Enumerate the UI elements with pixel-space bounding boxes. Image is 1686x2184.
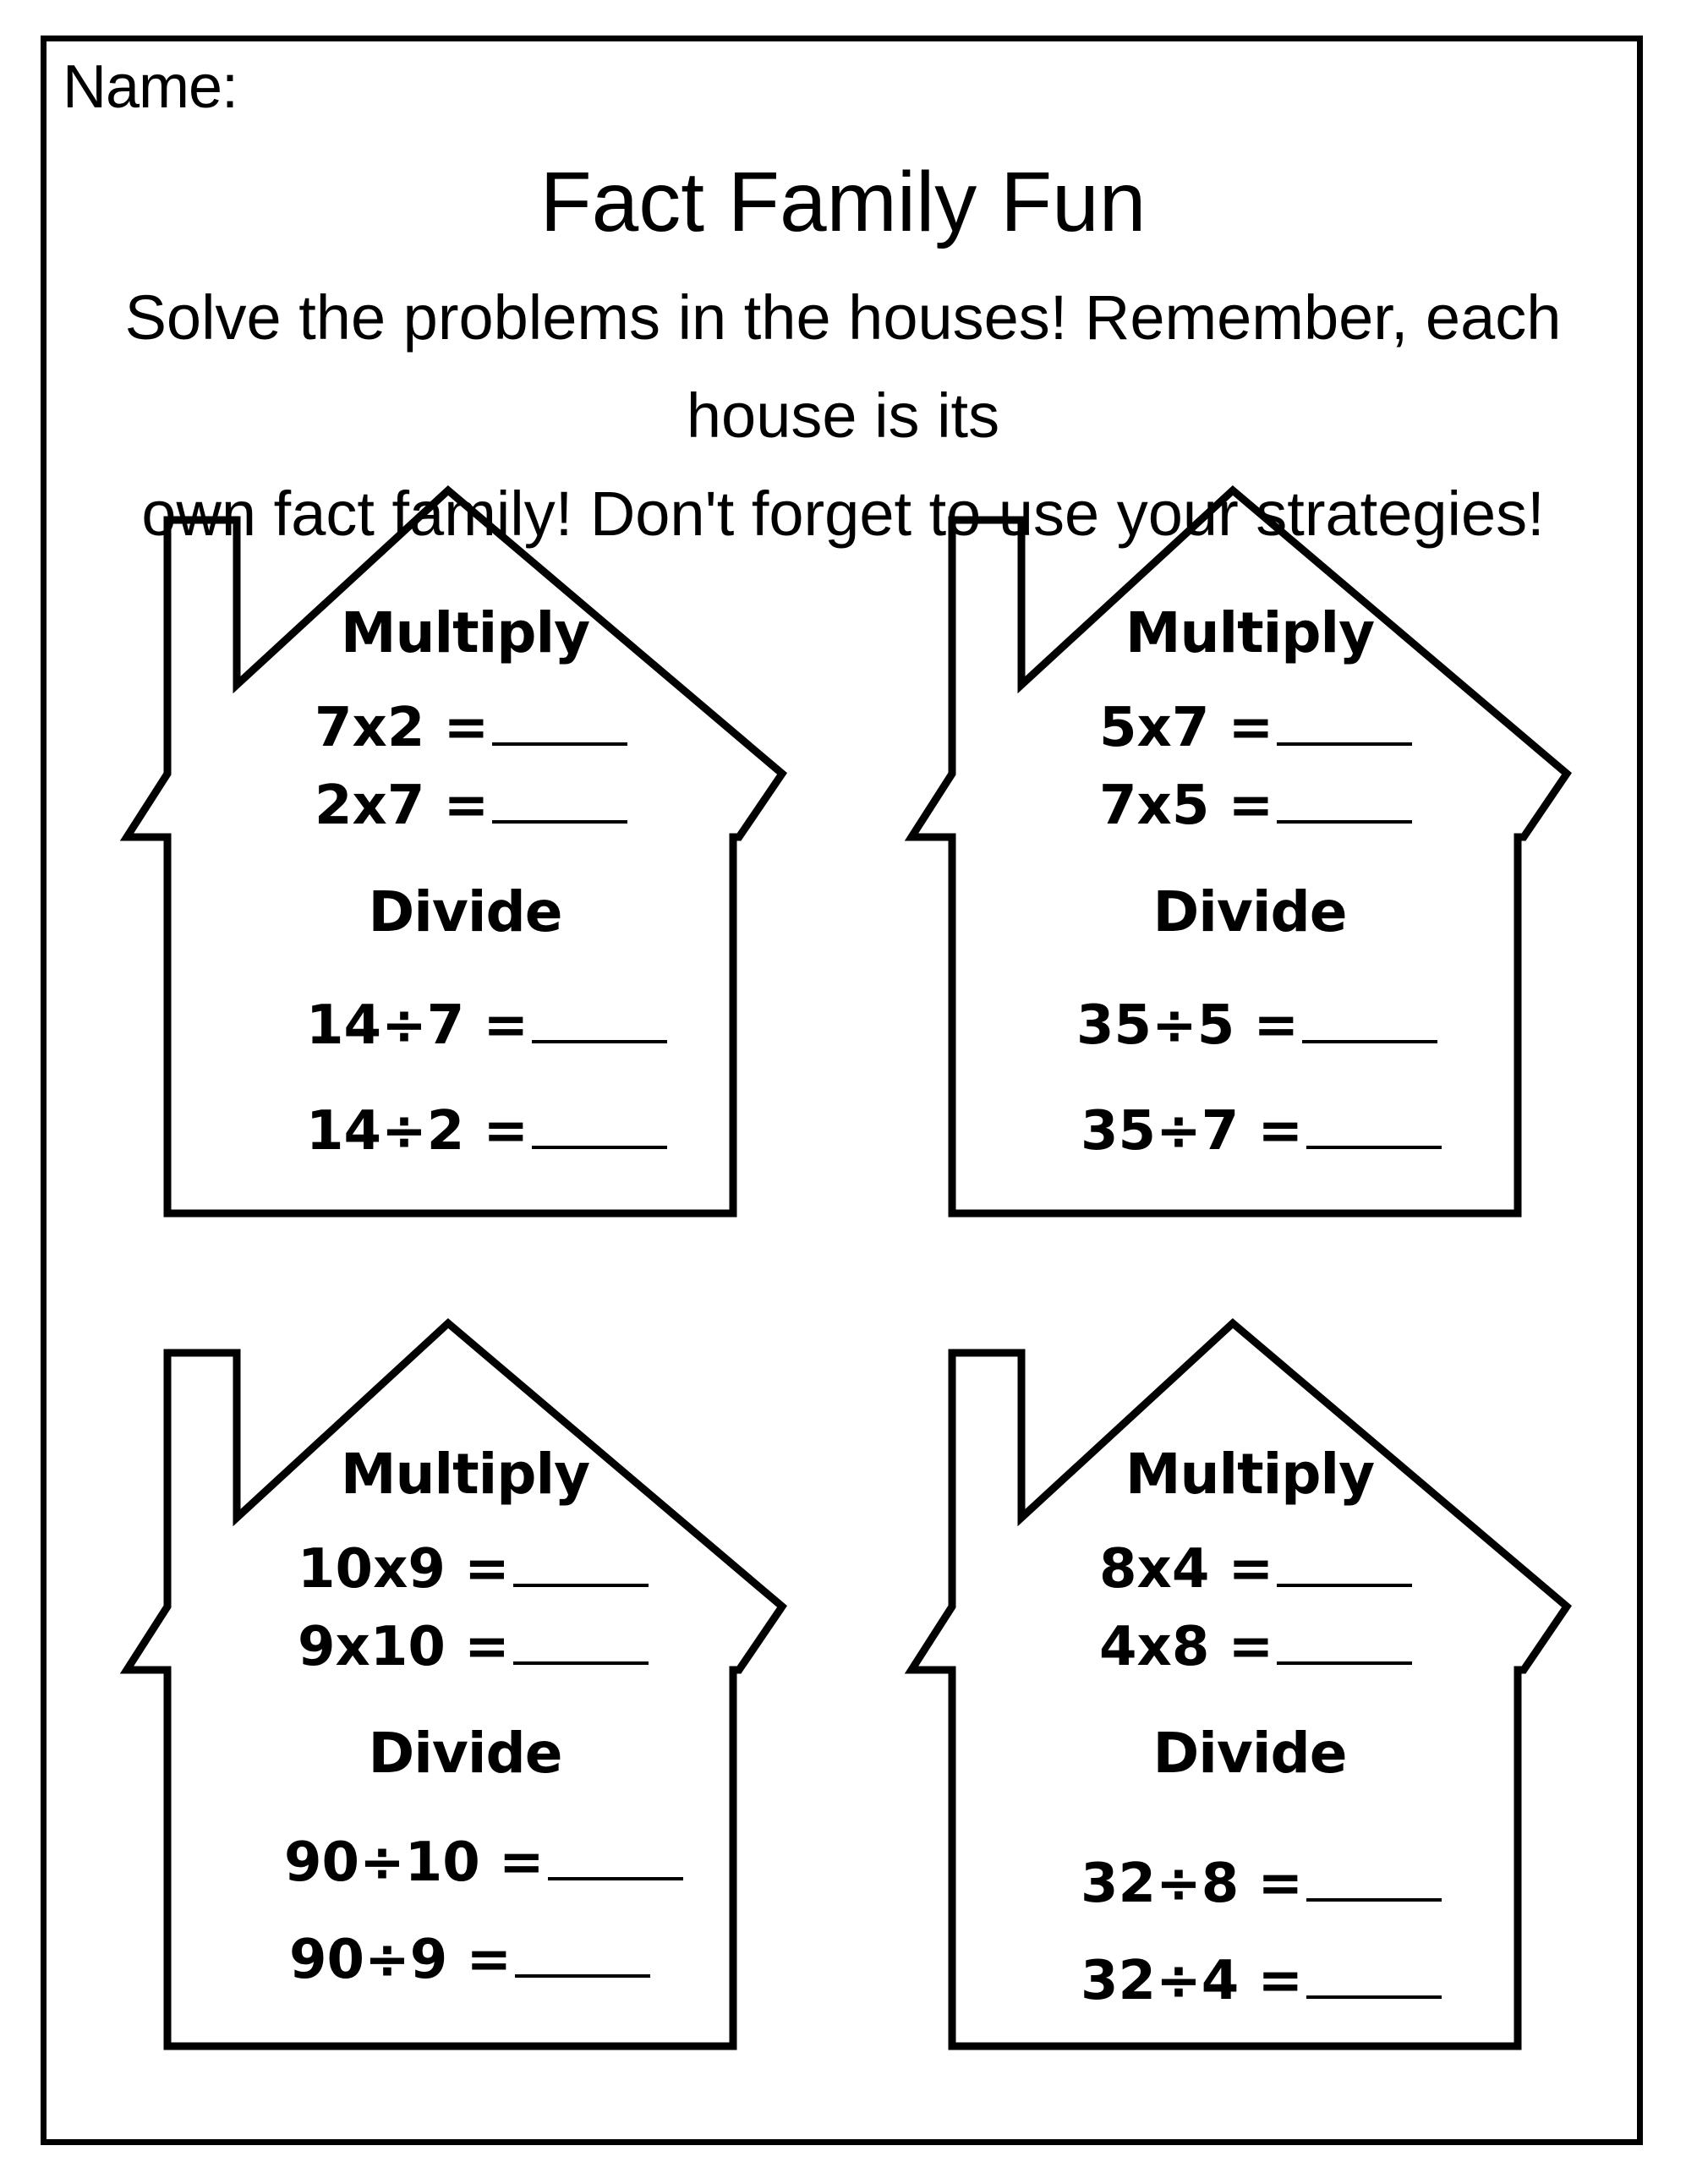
multiply-problem-1 xyxy=(1099,692,1412,759)
problem-text: 14÷2 = xyxy=(306,1100,529,1163)
house-2 xyxy=(903,482,1596,1226)
problem-text: 14÷7 = xyxy=(306,994,529,1057)
multiply-label: Multiply xyxy=(340,600,590,665)
multiply-label: Multiply xyxy=(340,1442,590,1507)
divide-problem-2 xyxy=(1081,1945,1442,2012)
problem-text: 32÷4 = xyxy=(1081,1950,1304,2012)
problem-text: 2x7 = xyxy=(315,775,490,837)
multiply-problem-2 xyxy=(315,769,627,837)
worksheet-title: Fact Family Fun xyxy=(539,155,1147,249)
multiply-label: Multiply xyxy=(1125,1442,1375,1507)
problem-text: 7x5 = xyxy=(1099,775,1274,837)
problem-text: 90÷9 = xyxy=(289,1929,512,1991)
problem-text: 35÷5 = xyxy=(1076,994,1300,1057)
divide-problem-1 xyxy=(1081,1847,1442,1915)
answer-blank[interactable] xyxy=(1277,692,1412,746)
divide-problem-2 xyxy=(289,1924,650,1991)
answer-blank[interactable] xyxy=(1277,1611,1412,1665)
answer-blank[interactable] xyxy=(492,769,627,824)
problem-text: 90÷10 = xyxy=(284,1831,545,1894)
multiply-problem-1 xyxy=(315,692,627,759)
divide-problem-1 xyxy=(306,989,667,1057)
answer-blank[interactable] xyxy=(532,989,667,1043)
problem-text: 5x7 = xyxy=(1099,697,1274,759)
multiply-problem-2 xyxy=(298,1611,649,1678)
answer-blank[interactable] xyxy=(1306,1847,1442,1902)
instructions-line-2: own fact family! Don't forget to use your strategies! xyxy=(141,479,1545,549)
answer-blank[interactable] xyxy=(1277,1533,1412,1587)
answer-blank[interactable] xyxy=(515,1924,650,1978)
multiply-problem-2 xyxy=(1099,1611,1412,1678)
answer-blank[interactable] xyxy=(532,1095,667,1149)
problem-text: 8x4 = xyxy=(1099,1538,1274,1601)
answer-blank[interactable] xyxy=(1306,1095,1442,1149)
problem-text: 7x2 = xyxy=(315,697,490,759)
divide-label: Divide xyxy=(368,1721,562,1786)
problem-text: 9x10 = xyxy=(298,1616,510,1678)
problem-text: 10x9 = xyxy=(298,1538,510,1601)
divide-label: Divide xyxy=(1152,879,1347,944)
instructions-line-1: Solve the problems in the houses! Remember, each house is its xyxy=(124,282,1562,451)
answer-blank[interactable] xyxy=(492,692,627,746)
problem-text: 4x8 = xyxy=(1099,1616,1274,1678)
divide-problem-2 xyxy=(306,1095,667,1163)
divide-problem-1 xyxy=(284,1826,683,1894)
divide-problem-2 xyxy=(1081,1095,1442,1163)
divide-problem-1 xyxy=(1076,989,1437,1057)
multiply-problem-1 xyxy=(1099,1533,1412,1601)
answer-blank[interactable] xyxy=(513,1533,649,1587)
house-1 xyxy=(118,482,812,1226)
answer-blank[interactable] xyxy=(1306,1945,1442,1999)
divide-label: Divide xyxy=(368,879,562,944)
multiply-label: Multiply xyxy=(1125,600,1375,665)
answer-blank[interactable] xyxy=(1277,769,1412,824)
house-4 xyxy=(903,1315,1596,2059)
problem-text: 35÷7 = xyxy=(1081,1100,1304,1163)
divide-label: Divide xyxy=(1152,1721,1347,1786)
name-label: Name: xyxy=(63,53,238,121)
problem-text: 32÷8 = xyxy=(1081,1853,1304,1915)
answer-blank[interactable] xyxy=(513,1611,649,1665)
answer-blank[interactable] xyxy=(548,1826,683,1880)
multiply-problem-2 xyxy=(1099,769,1412,837)
answer-blank[interactable] xyxy=(1302,989,1437,1043)
multiply-problem-1 xyxy=(298,1533,649,1601)
house-3 xyxy=(118,1315,812,2059)
